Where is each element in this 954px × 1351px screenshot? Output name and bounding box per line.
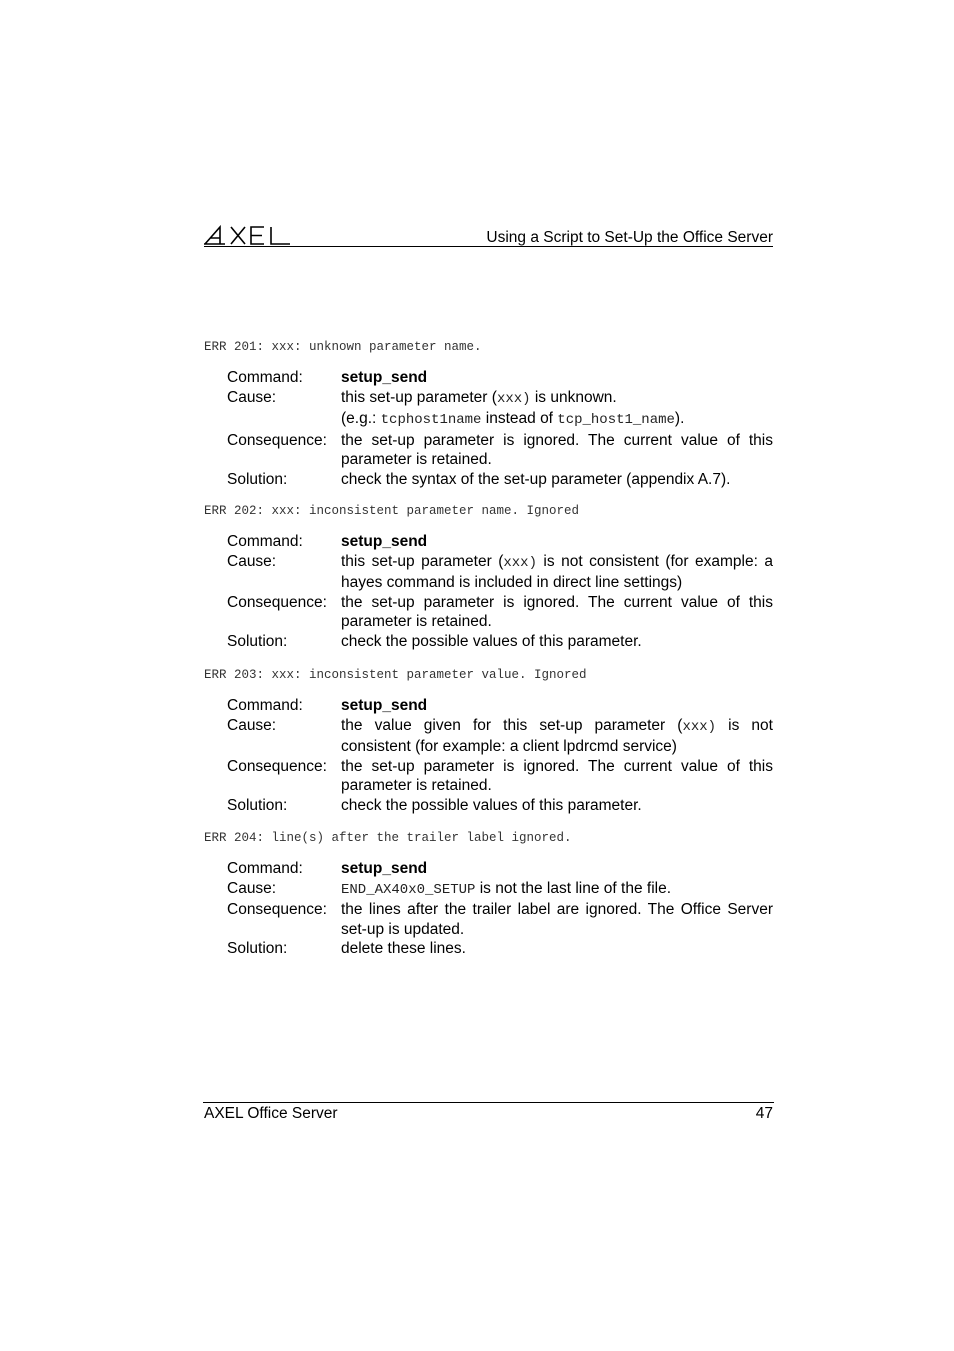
solution-row — [227, 796, 773, 816]
cause-example: (e.g.: tcphost1name instead of tcp_host1_name). — [341, 410, 685, 428]
solution-row — [227, 939, 773, 959]
error-entry-203 — [204, 668, 774, 814]
cause-row — [227, 716, 773, 757]
consequence-value: the lines after the trailer label are ignored. The Office Server set-up is updated. — [341, 901, 773, 938]
footer-product-name: AXEL Office Server — [204, 1105, 338, 1122]
consequence-label: Consequence: — [227, 757, 327, 775]
solution-row — [227, 632, 773, 652]
cause-row — [227, 879, 773, 901]
consequence-row — [227, 757, 773, 796]
solution-label: Solution: — [227, 632, 288, 650]
command-label: Command: — [227, 860, 303, 877]
cause-label: Cause: — [227, 716, 277, 734]
cause-label: Cause: — [227, 552, 277, 570]
solution-label: Solution: — [227, 940, 288, 957]
consequence-label: Consequence: — [227, 593, 327, 611]
command-value: setup_send — [341, 369, 428, 386]
error-code: ERR 203: xxx: inconsistent parameter value. Ignored — [204, 668, 587, 682]
command-value: setup_send — [341, 533, 428, 550]
solution-row — [227, 470, 773, 490]
error-code: ERR 202: xxx: inconsistent parameter name. Ignored — [204, 504, 580, 518]
solution-value: delete these lines. — [341, 940, 466, 957]
command-label: Command: — [227, 369, 303, 386]
error-entry-204 — [204, 831, 774, 957]
error-entry-201 — [204, 340, 774, 488]
page-footer — [203, 1102, 774, 1122]
solution-label: Solution: — [227, 796, 288, 814]
command-row — [227, 368, 773, 388]
cause-value: this set-up parameter (xxx) is not consistent (for example: a hayes command is included in direct line settings) — [341, 552, 773, 591]
error-entry-202 — [204, 504, 774, 650]
solution-label: Solution: — [227, 470, 288, 488]
page-header — [204, 222, 773, 247]
command-row — [227, 532, 773, 552]
consequence-row — [227, 431, 773, 470]
command-value: setup_send — [341, 697, 428, 714]
command-value: setup_send — [341, 860, 428, 877]
command-row — [227, 859, 773, 879]
consequence-value: the set-up parameter is ignored. The current value of this parameter is retained. — [341, 593, 773, 630]
consequence-row — [227, 593, 773, 632]
solution-value: check the syntax of the set-up parameter (appendix A.7). — [341, 470, 731, 488]
solution-value: check the possible values of this parameter. — [341, 632, 642, 650]
cause-value: this set-up parameter (xxx) is unknown. — [341, 388, 617, 407]
cause-value: the value given for this set-up parameter (xxx) is not consistent (for example: a client lpdrcmd service) — [341, 716, 773, 755]
cause-label: Cause: — [227, 879, 277, 897]
cause-row — [227, 552, 773, 593]
error-code: ERR 204: line(s) after the trailer label ignored. — [204, 831, 572, 845]
consequence-value: the set-up parameter is ignored. The current value of this parameter is retained. — [341, 431, 773, 468]
command-row — [227, 696, 773, 716]
consequence-label: Consequence: — [227, 901, 327, 918]
cause-value: END_AX40x0_SETUP is not the last line of the file. — [341, 879, 672, 898]
axel-logo — [204, 225, 290, 245]
page-number: 47 — [755, 1105, 773, 1122]
error-code: ERR 201: xxx: unknown parameter name. — [204, 340, 482, 354]
header-title: Using a Script to Set-Up the Office Server — [486, 229, 773, 246]
consequence-value: the set-up parameter is ignored. The current value of this parameter is retained. — [341, 757, 773, 794]
cause-label: Cause: — [227, 388, 277, 406]
command-label: Command: — [227, 697, 303, 714]
consequence-row — [227, 900, 773, 939]
solution-value: check the possible values of this parameter. — [341, 796, 642, 814]
cause-example-row — [227, 409, 773, 431]
cause-row — [227, 388, 773, 410]
consequence-label: Consequence: — [227, 431, 327, 449]
command-label: Command: — [227, 533, 303, 550]
